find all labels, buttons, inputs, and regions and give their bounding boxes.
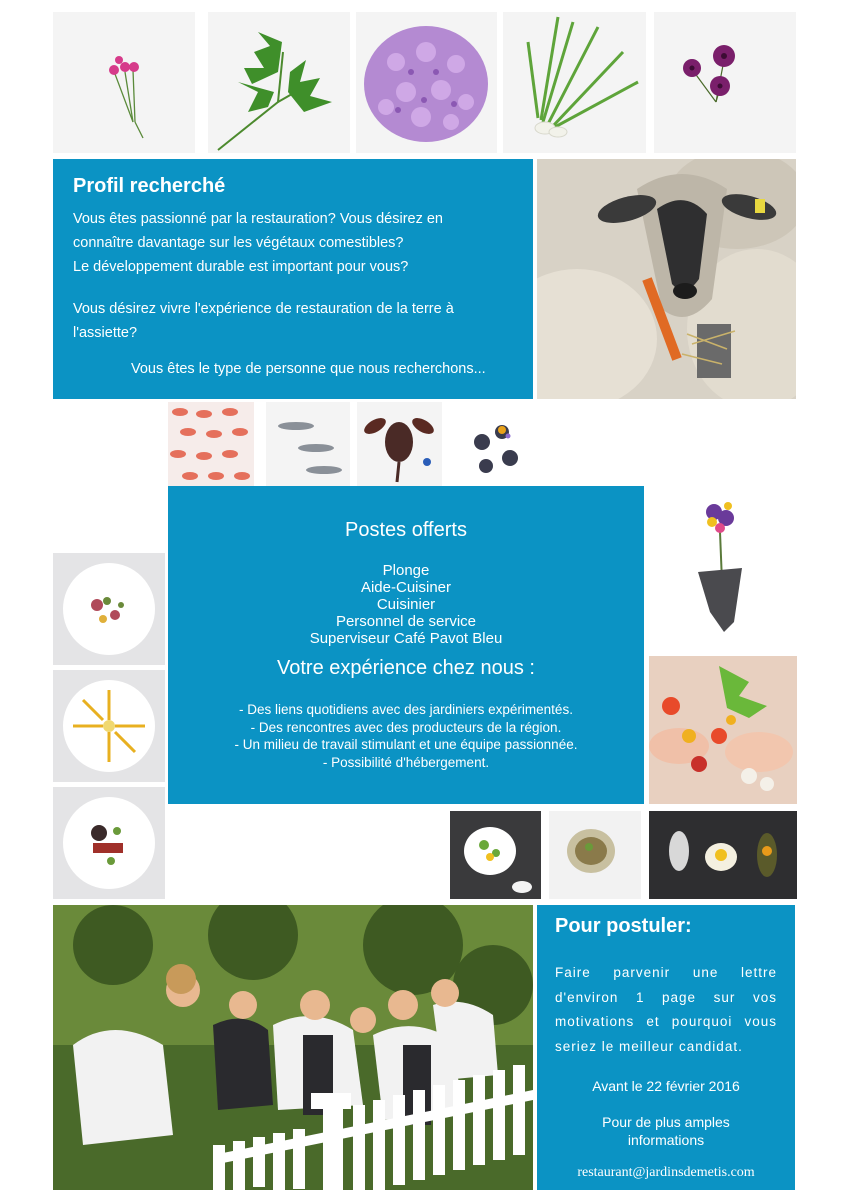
position-item: Personnel de service [335, 613, 477, 630]
profil-line: l'assiette? [73, 325, 138, 341]
pour-postuler-panel [537, 905, 795, 1190]
photo-fish [266, 402, 350, 486]
postes-offerts-panel [168, 486, 644, 804]
benefits-list [168, 701, 644, 771]
photo-lobster [357, 402, 442, 486]
profil-title: Profil recherché [73, 175, 226, 197]
experience-title: Votre expérience chez nous : [277, 657, 535, 679]
photo-lilac-flowers [356, 12, 497, 153]
photo-sea-urchins [460, 402, 540, 486]
deadline-text: Avant le 22 février 2016 [592, 1078, 740, 1094]
photo-chefs-garden [53, 905, 533, 1190]
more-info-line: informations [627, 1132, 705, 1148]
position-item: Superviseur Café Pavot Bleu [309, 630, 503, 647]
photo-hands-vegetables [649, 656, 797, 804]
postes-title: Postes offerts [345, 519, 467, 541]
profil-paragraph-2 [73, 297, 513, 345]
positions-list [168, 562, 644, 647]
benefit-item: - Des rencontres avec des producteurs de la région. [250, 719, 562, 735]
photo-dish-slate-2 [649, 811, 797, 899]
photo-green-onions [503, 12, 646, 153]
profil-line: connaître davantage sur les végétaux comestibles? [73, 235, 404, 251]
profil-line: Le développement durable est important pour vous? [73, 259, 409, 275]
photo-shrimps [168, 402, 254, 486]
photo-dish-bowl [549, 811, 641, 899]
benefit-item: - Des liens quotidiens avec des jardiniers expérimentés. [239, 702, 573, 717]
contact-email[interactable]: restaurant@jardinsdemetis.com [577, 1165, 755, 1180]
profil-paragraph-1 [73, 207, 513, 279]
postuler-title: Pour postuler: [555, 915, 692, 937]
profil-line: Vous désirez vivre l'expérience de restauration de la terre à [73, 301, 454, 317]
photo-plate-3 [53, 787, 165, 899]
photo-flower-on-stone [690, 492, 750, 638]
photo-purple-flowers [654, 12, 796, 153]
photo-dish-slate-1 [450, 811, 541, 899]
benefit-item: - Possibilité d'hébergement. [322, 754, 490, 770]
photo-herb-leaves [208, 12, 350, 153]
position-item: Plonge [382, 562, 430, 579]
profil-closing: Vous êtes le type de personne que nous recherchons... [131, 361, 486, 377]
position-item: Aide-Cuisiner [360, 579, 452, 596]
more-info-line: Pour de plus amples [602, 1114, 730, 1130]
profil-recherche-panel [53, 159, 533, 399]
photo-pink-flowers [53, 12, 195, 153]
postuler-instructions: Faire parvenir une lettre d'environ 1 page sur vos motivations et pourquoi vous seriez le meilleur candidat. [555, 965, 777, 1054]
profil-line: Vous êtes passionné par la restauration? Vous désirez en [73, 211, 443, 227]
photo-plate-2 [53, 670, 165, 782]
position-item: Cuisinier [376, 596, 436, 613]
photo-plate-1 [53, 553, 165, 665]
benefit-item: - Un milieu de travail stimulant et une équipe passionnée. [234, 737, 578, 752]
photo-sheep [537, 159, 796, 399]
more-info-text [537, 1113, 795, 1149]
